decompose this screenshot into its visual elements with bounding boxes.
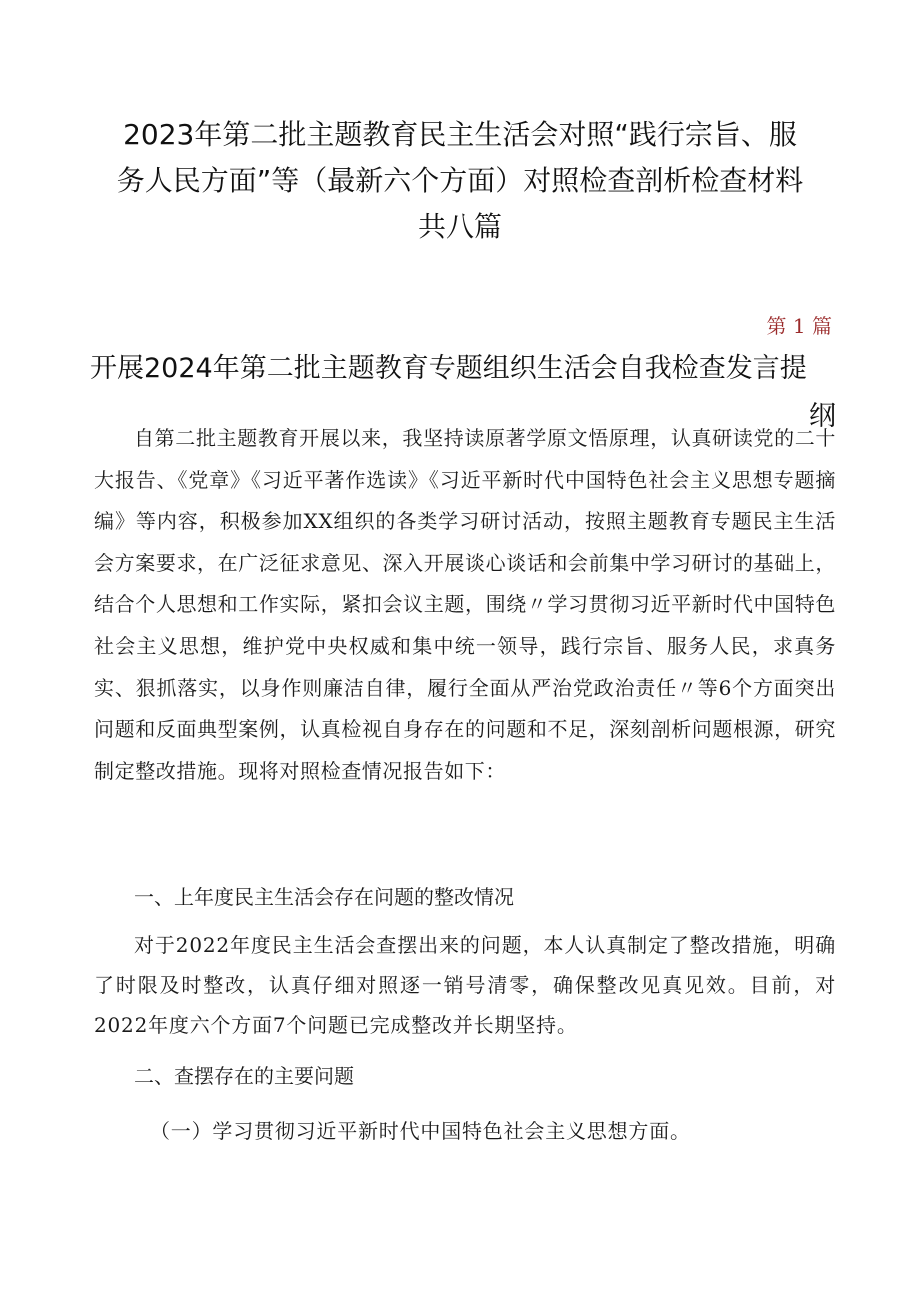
chapter-label: 第 1 篇 [766, 314, 832, 338]
section-title-line-1: 开展2024年第二批主题教育专题组织生活会自我检查发言提 [90, 353, 807, 384]
rectification-paragraph: 对于2022年度民主生活会查摆出来的问题，本人认真制定了整改措施，明确了时限及时整改，认真仔细对照逐一销号清零，确保整改见真见效。目前，对2022年度六个方面7个问题已完成整改并长期坚持。 [94, 933, 836, 1037]
intro-paragraph: 自第二批主题教育开展以来，我坚持读原著学原文悟原理，认真研读党的二十大报告、《党章》《习近平著作选读》《习近平新时代中国特色社会主义思想专题摘编》等内容，积极参加XX组织的各类学习研讨活动，按照主题教育专题民主生活会方案要求，在广泛征求意见、深入开展谈心谈话和会前集中学习研讨的基础上，结合个人思想和工作实际，紧扣会议主题，围绕〃学习贯彻习近平新时代中国特色社会主义思想，维护党中央权威和集中统一领导，践行宗旨、服务人民，求真务实、狠抓落实，以身作则廉洁自律，履行全面从严治党政治责任〃等6个方面突出问题和反面典型案例，认真检视自身存在的问题和不足，深刻剖析问题根源，研究制定整改措施。现将对照检查情况报告如下： [94, 426, 836, 783]
title-line-1: 2023年第二批主题教育民主生活会对照“践行宗旨、服 [123, 118, 797, 151]
heading-main-problems: 二、查摆存在的主要问题 [134, 1064, 354, 1088]
section-title-line-2: 纲 [809, 401, 836, 432]
title-line-2: 务人民方面”等（最新六个方面）对照检查剖析检查材料 [116, 164, 804, 197]
title-line-3: 共八篇 [417, 210, 502, 243]
document-title [90, 112, 830, 250]
heading-rectification: 一、上年度民主生活会存在问题的整改情况 [134, 885, 514, 909]
subheading-study: （一）学习贯彻习近平新时代中国特色社会主义思想方面。 [150, 1119, 691, 1143]
